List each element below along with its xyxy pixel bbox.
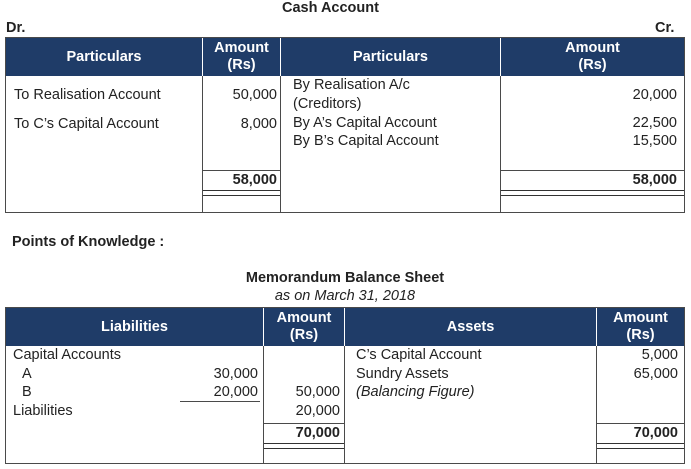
points-of-knowledge-heading: Points of Knowledge : <box>12 234 165 250</box>
liability-capital-accounts: Capital Accounts <box>13 347 122 363</box>
debit-row-particulars: To Realisation Account <box>14 87 161 103</box>
asset-sundry-value: 65,000 <box>633 366 678 382</box>
credit-row-amount: 15,500 <box>632 133 677 149</box>
debit-row-amount: 8,000 <box>240 116 277 132</box>
credit-row-particulars: By A’s Capital Account <box>293 115 437 131</box>
liability-liabilities-label: Liabilities <box>13 403 73 419</box>
memo-balance-sheet-title: Memorandum Balance Sheet <box>245 270 445 286</box>
liability-partner-b-label: B <box>22 384 32 400</box>
memo-header-amount-left: Amount (Rs) <box>264 308 344 346</box>
credit-marker: Cr. <box>655 20 675 36</box>
cash-header-particulars-left: Particulars <box>6 38 202 76</box>
asset-c-capital: C’s Capital Account <box>356 347 482 363</box>
memo-total-left: 70,000 <box>295 425 340 441</box>
memo-header-amount-right: Amount (Rs) <box>597 308 684 346</box>
liability-liabilities-value: 20,000 <box>295 403 340 419</box>
cash-header-amount-left: Amount (Rs) <box>203 38 280 76</box>
liability-partner-a-value: 30,000 <box>213 366 258 382</box>
credit-row-particulars: By Realisation A/c <box>293 77 410 93</box>
credit-row-amount: 20,000 <box>632 87 677 103</box>
asset-balancing-figure: (Balancing Figure) <box>356 384 475 400</box>
memo-header-liabilities: Liabilities <box>6 308 263 346</box>
liability-capital-total: 50,000 <box>295 384 340 400</box>
liability-partner-b-value: 20,000 <box>213 384 258 400</box>
credit-row-amount: 22,500 <box>632 115 677 131</box>
memo-total-right: 70,000 <box>633 425 678 441</box>
debit-row-amount: 50,000 <box>232 87 277 103</box>
cash-header-particulars-right: Particulars <box>281 38 500 76</box>
cash-account-title: Cash Account <box>282 0 379 16</box>
debit-row-particulars: To C’s Capital Account <box>14 116 159 132</box>
memo-balance-sheet-date: as on March 31, 2018 <box>274 288 416 304</box>
cash-header-amount-right: Amount (Rs) <box>501 38 684 76</box>
credit-row-particulars: By B’s Capital Account <box>293 133 439 149</box>
liability-partner-a-label: A <box>22 366 32 382</box>
credit-row-particulars: (Creditors) <box>293 96 362 112</box>
debit-marker: Dr. <box>6 20 26 36</box>
asset-c-capital-value: 5,000 <box>641 347 678 363</box>
asset-sundry: Sundry Assets <box>356 366 449 382</box>
cash-total-right: 58,000 <box>632 172 677 188</box>
memo-header-assets: Assets <box>345 308 596 346</box>
cash-total-left: 58,000 <box>232 172 277 188</box>
